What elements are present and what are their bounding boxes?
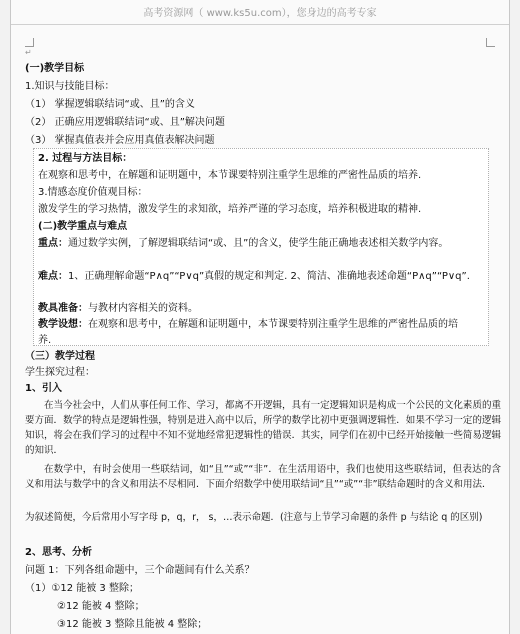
key-label: 重点： bbox=[38, 238, 68, 249]
tools-line bbox=[38, 301, 198, 317]
process-title: 2. 过程与方法目标： bbox=[38, 153, 133, 164]
question-1: 问题 1：下列各组命题中，三个命题间有什么关系？ bbox=[25, 565, 255, 576]
question-1-item-3: ③12 能被 3 整除且能被 4 整除； bbox=[57, 619, 208, 630]
question-1-item-1: （1）①12 能被 3 整除； bbox=[25, 583, 139, 594]
process-section-title: （三）教学过程 bbox=[25, 351, 95, 362]
design-line bbox=[38, 317, 458, 349]
intro-paragraph-3: 为叙述简便，今后常用小写字母 p，q，r， s，…表示命题．(注意与上节学习命题的条件 p 与结论 q 的区别) bbox=[25, 512, 483, 523]
key-points-title: (二)教学重点与难点 bbox=[38, 221, 128, 232]
intro-title: 1、引入 bbox=[25, 383, 62, 394]
document-page bbox=[10, 0, 510, 634]
knowledge-title: 1.知识与技能目标： bbox=[25, 81, 115, 92]
tools-label: 教具准备： bbox=[38, 303, 88, 314]
think-title: 2、思考、分析 bbox=[25, 547, 92, 558]
objectives-box bbox=[33, 148, 489, 346]
emotion-title: 3.情感态度价值观目标： bbox=[38, 187, 148, 198]
process-text: 在观察和思考中，在解题和证明题中，本节课要特别注重学生思维的严密性品质的培养. bbox=[38, 170, 422, 181]
knowledge-item-1: （1） 掌握逻辑联结词“或、且”的含义 bbox=[25, 99, 195, 110]
inquiry-label: 学生探究过程： bbox=[25, 367, 95, 378]
paragraph-mark-icon: ↵ bbox=[25, 48, 32, 57]
knowledge-item-2: （2） 正确应用逻辑联结词“或、且”解决问题 bbox=[25, 117, 225, 128]
difficult-text: 1、正确理解命题“P∧q”“P∨q”真假的规定和判定. 2、简洁、准确地表述命题“P∧q”“P∨q”. bbox=[68, 271, 470, 282]
question-1-item-2: ②12 能被 4 整除； bbox=[57, 601, 145, 612]
design-text: 在观察和思考中，在解题和证明题中，本节课要特别注重学生思维的严密性品质的培养. bbox=[38, 319, 458, 346]
objectives-title: (一)教学目标 bbox=[25, 63, 85, 74]
emotion-text: 激发学生的学习热情，激发学生的求知欲，培养严谨的学习态度，培养积极进取的精神. bbox=[38, 204, 422, 215]
intro-paragraph-2: 在数学中，有时会使用一些联结词，如“且”“或”“非”．在生活用语中，我们也使用这些联结词，但表达的含义和用法与数学中的含义和用法不尽相同．下面介绍数学中使用联结词“且”“或”“非”联结命题时的含义和用法． bbox=[25, 464, 501, 490]
intro-paragraph-1: 在当今社会中，人们从事任何工作、学习，都离不开逻辑，具有一定逻辑知识是构成一个公民的文化素质的重要方面．数学的特点是逻辑性强，特别是进入高中以后，所学的数学比初中更强调逻辑性．如果不学习一定的逻辑知识，将会在我们学习的过程中不知不觉地经常犯逻辑性的错误．其实，同学们在初中已经开始接触一些简易逻辑的知识． bbox=[25, 400, 501, 456]
design-label: 教学设想： bbox=[38, 319, 88, 330]
tools-text: 与教材内容相关的资料。 bbox=[88, 303, 198, 314]
difficult-label: 难点： bbox=[38, 271, 68, 282]
key-text: 通过数学实例，了解逻辑联结词“或、且”的含义，使学生能正确地表述相关数学内容。 bbox=[68, 238, 449, 249]
page-header: 高考资源网（ www.ks5u.com），您身边的高考专家 bbox=[11, 4, 509, 25]
key-point bbox=[38, 236, 482, 252]
knowledge-item-3: （3） 掌握真值表并会应用真值表解决问题 bbox=[25, 135, 215, 146]
margin-corner-mark-right bbox=[486, 38, 495, 47]
difficult-point bbox=[38, 269, 482, 285]
